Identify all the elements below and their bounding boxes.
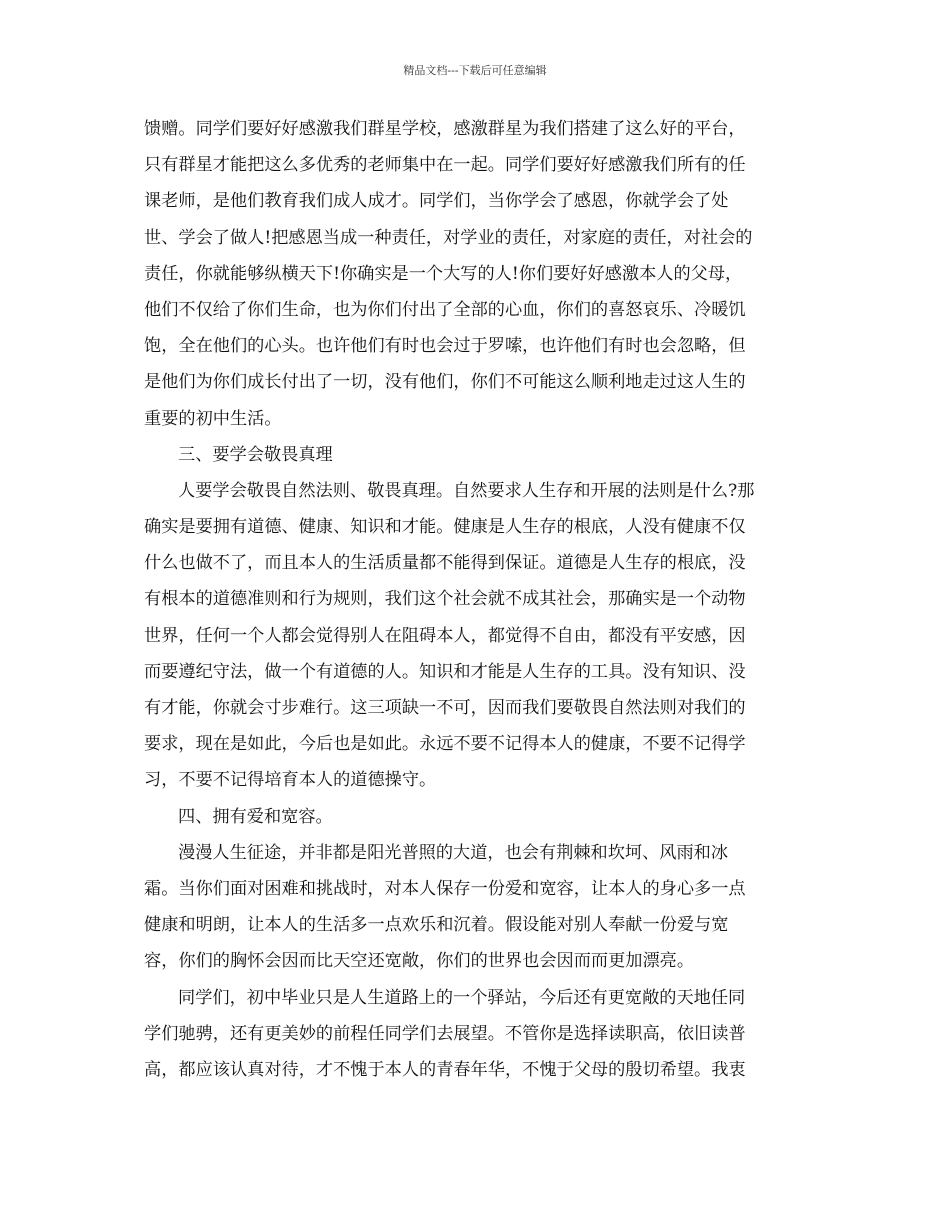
section-heading: 四、拥有爱和宽容。 xyxy=(178,806,333,827)
body-line: 霜。当你们面对困难和挑战时，对本人保存一份爱和宽容，让本人的身心多一点 xyxy=(144,878,746,899)
body-line: 高，都应该认真对待，才不愧于本人的青春年华，不愧于父母的殷切希望。我衷 xyxy=(144,1059,746,1080)
body-line: 只有群星才能把这么多优秀的老师集中在一起。同学们要好好感激我们所有的任 xyxy=(144,155,746,176)
body-line: 要求，现在是如此，今后也是如此。永远不要不记得本人的健康，不要不记得学 xyxy=(144,734,746,755)
section-heading: 三、要学会敬畏真理 xyxy=(178,444,333,465)
body-line: 重要的初中生活。 xyxy=(144,408,282,429)
body-line: 他们不仅给了你们生命，也为你们付出了全部的心血，你们的喜怒哀乐、冷暖饥 xyxy=(144,299,746,320)
body-line: 而要遵纪守法，做一个有道德的人。知识和才能是人生存的工具。没有知识、没 xyxy=(144,661,746,682)
body-line: 馈赠。同学们要好好感激我们群星学校，感激群星为我们搭建了这么好的平台， xyxy=(144,119,746,139)
body-line: 学们驰骋，还有更美妙的前程任同学们去展望。不管你是选择读职高，依旧读普 xyxy=(144,1023,746,1044)
page-header: 精品文档---下载后可任意编辑 xyxy=(403,64,547,77)
body-line: 同学们，初中毕业只是人生道路上的一个驿站，今后还有更宽敞的天地任同 xyxy=(178,987,746,1008)
body-line: 责任，你就能够纵横天下!你确实是一个大写的人!你们要好好感激本人的父母， xyxy=(144,263,743,284)
body-line: 人要学会敬畏自然法则、敬畏真理。自然要求人生存和开展的法则是什么?那 xyxy=(178,480,755,501)
body-line: 健康和明朗，让本人的生活多一点欢乐和沉着。假设能对别人奉献一份爱与宽 xyxy=(144,915,729,936)
body-line: 世界，任何一个人都会觉得别人在阻碍本人，都觉得不自由，都没有平安感，因 xyxy=(144,625,746,646)
body-line: 什么也做不了，而且本人的生活质量都不能得到保证。道德是人生存的根底，没 xyxy=(144,553,746,574)
body-line: 是他们为你们成长付出了一切，没有他们，你们不可能这么顺利地走过这人生的 xyxy=(144,372,746,393)
body-line: 课老师，是他们教育我们成人成才。同学们，当你学会了感恩，你就学会了处 xyxy=(144,191,729,212)
document-body xyxy=(144,111,809,1088)
body-line: 世、学会了做人!把感恩当成一种责任，对学业的责任，对家庭的责任，对社会的 xyxy=(144,227,753,248)
body-line: 漫漫人生征途，并非都是阳光普照的大道，也会有荆棘和坎坷、风雨和冰 xyxy=(178,842,729,863)
body-line: 有才能，你就会寸步难行。这三项缺一不可，因而我们要敬畏自然法则对我们的 xyxy=(144,698,746,718)
body-line: 确实是要拥有道德、健康、知识和才能。健康是人生存的根底，人没有健康不仅 xyxy=(144,517,746,538)
body-line: 容，你们的胸怀会因而比天空还宽敞，你们的世界也会因而而更加漂亮。 xyxy=(144,951,695,972)
body-line: 习，不要不记得培育本人的道德操守。 xyxy=(144,770,437,791)
body-line: 有根本的道德准则和行为规则，我们这个社会就不成其社会，那确实是一个动物 xyxy=(144,589,746,610)
body-line: 饱，全在他们的心头。也许他们有时也会过于罗嗦，也许他们有时也会忽略，但 xyxy=(144,336,746,357)
